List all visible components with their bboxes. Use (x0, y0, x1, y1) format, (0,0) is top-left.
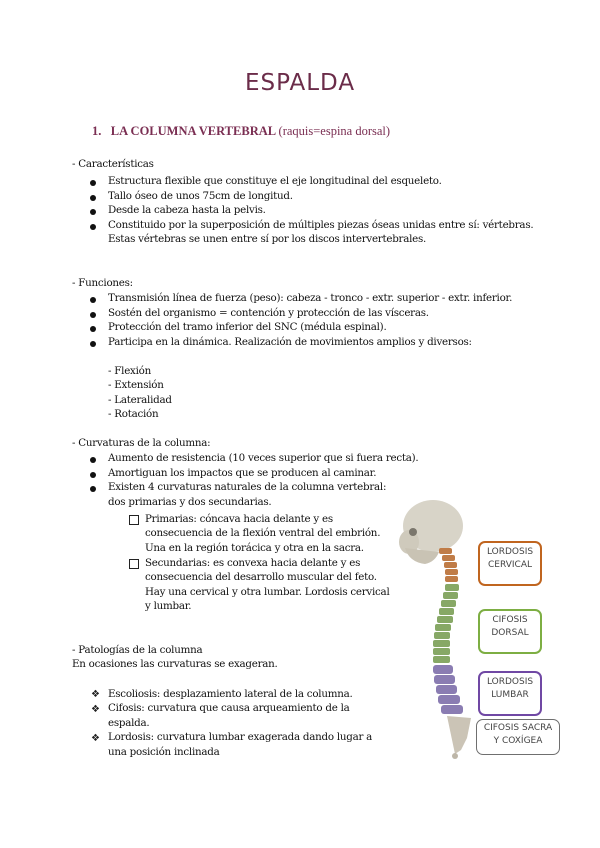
list-item: Desde la cabeza hasta la pelvis. (108, 204, 266, 216)
list-item: Estructura flexible que constituye el eje longitudinal del esqueleto. (108, 175, 442, 187)
checkbox-icon (129, 515, 139, 525)
pathology-item: Cifosis: curvatura que causa arqueamiento de la (108, 702, 350, 714)
primarias-line: consecuencia de la flexión ventral del embrión. (145, 527, 381, 539)
list-item: Participa en la dinámica. Realización de movimientos amplios y diversos: (108, 336, 472, 348)
label-cifosis-sacra (476, 719, 560, 755)
bullet-icon (90, 341, 96, 347)
pathology-item-continuation: espalda. (108, 717, 150, 729)
patologias-header: - Patologías de la columna (72, 644, 203, 656)
bullet-icon (90, 209, 96, 215)
movement-item: - Extensión (108, 379, 164, 391)
pathology-item: Lordosis: curvatura lumbar exagerada dando lugar a (108, 731, 373, 743)
lumbar-vertebrae (433, 665, 463, 714)
sacrum (447, 716, 471, 754)
section-subtitle: (raquis=espina dorsal) (278, 124, 391, 138)
bullet-icon (90, 224, 96, 230)
skull-eye-socket (409, 528, 417, 536)
list-item: Tallo óseo de unos 75cm de longitud. (108, 190, 293, 202)
secundarias-line: Hay una cervical y otra lumbar. Lordosis cervical (145, 586, 390, 598)
bullet-icon (90, 180, 96, 186)
secundarias-line: Secundarias: es convexa hacia delante y es (145, 557, 361, 569)
label-line: CERVICAL (488, 560, 532, 570)
list-item: Existen 4 curvaturas naturales de la columna vertebral: (108, 481, 387, 493)
curvaturas-header: - Curvaturas de la columna: (72, 437, 211, 449)
list-item: Aumento de resistencia (10 veces superior que si fuera recta). (108, 452, 419, 464)
label-line: LORDOSIS (486, 547, 534, 557)
secundarias-line: consecuencia del desarrollo muscular del feto. (145, 571, 377, 583)
label-lordosis-lumbar (478, 671, 542, 716)
pathology-item-continuation: una posición inclinada (108, 746, 220, 758)
label-line: Y COXÍGEA (493, 736, 543, 746)
checkbox-icon (129, 559, 139, 569)
coccyx (452, 753, 458, 759)
label-lordosis-cervical (478, 541, 542, 586)
bullet-icon (90, 297, 96, 303)
page-title: ESPALDA (244, 70, 356, 96)
diamond-bullet-icon: ❖ (91, 733, 100, 744)
primarias-line: Una en la región torácica y otra en la sacra. (145, 542, 364, 554)
primarias-line: Primarias: cóncava hacia delante y es (145, 513, 333, 525)
caracteristicas-header: - Características (72, 158, 154, 170)
bullet-icon (90, 195, 96, 201)
list-item: Sostén del organismo = contención y protección de las vísceras. (108, 307, 429, 319)
list-item-continuation: Estas vértebras se unen entre sí por los discos intervertebrales. (108, 233, 427, 245)
cervical-vertebrae (439, 548, 458, 582)
section-title: LA COLUMNA VERTEBRAL (110, 124, 276, 138)
patologias-intro: En ocasiones las curvaturas se exageran. (72, 658, 278, 670)
label-line: DORSAL (491, 628, 529, 638)
bullet-icon (90, 472, 96, 478)
bullet-icon (90, 312, 96, 318)
movement-item: - Rotación (108, 408, 159, 420)
diamond-bullet-icon: ❖ (91, 704, 100, 715)
list-item-continuation: dos primarias y dos secundarias. (108, 496, 272, 508)
list-item: Constituido por la superposición de múltiples piezas óseas unidas entre sí: vértebras. (108, 219, 534, 231)
bullet-icon (90, 486, 96, 492)
bullet-icon (90, 457, 96, 463)
movement-item: - Lateralidad (108, 394, 172, 406)
funciones-header: - Funciones: (72, 277, 133, 289)
list-item: Amortiguan los impactos que se producen al caminar. (108, 467, 377, 479)
label-line: LUMBAR (491, 690, 529, 700)
label-cifosis-dorsal (478, 609, 542, 654)
section-number: 1. (92, 124, 102, 138)
secundarias-line: y lumbar. (145, 600, 192, 612)
label-line: CIFOSIS (492, 615, 528, 625)
label-line: CIFOSIS SACRA (483, 723, 553, 733)
movement-item: - Flexión (108, 365, 151, 377)
bullet-icon (90, 326, 96, 332)
diamond-bullet-icon: ❖ (91, 689, 100, 700)
list-item: Transmisión línea de fuerza (peso): cabeza - tronco - extr. superior - extr. inferior. (108, 292, 513, 304)
section-heading (92, 124, 390, 139)
list-item: Protección del tramo inferior del SNC (médula espinal). (108, 321, 387, 333)
label-line: LORDOSIS (486, 677, 534, 687)
pathology-item: Escoliosis: desplazamiento lateral de la columna. (108, 688, 353, 700)
dorsal-vertebrae (433, 584, 459, 663)
